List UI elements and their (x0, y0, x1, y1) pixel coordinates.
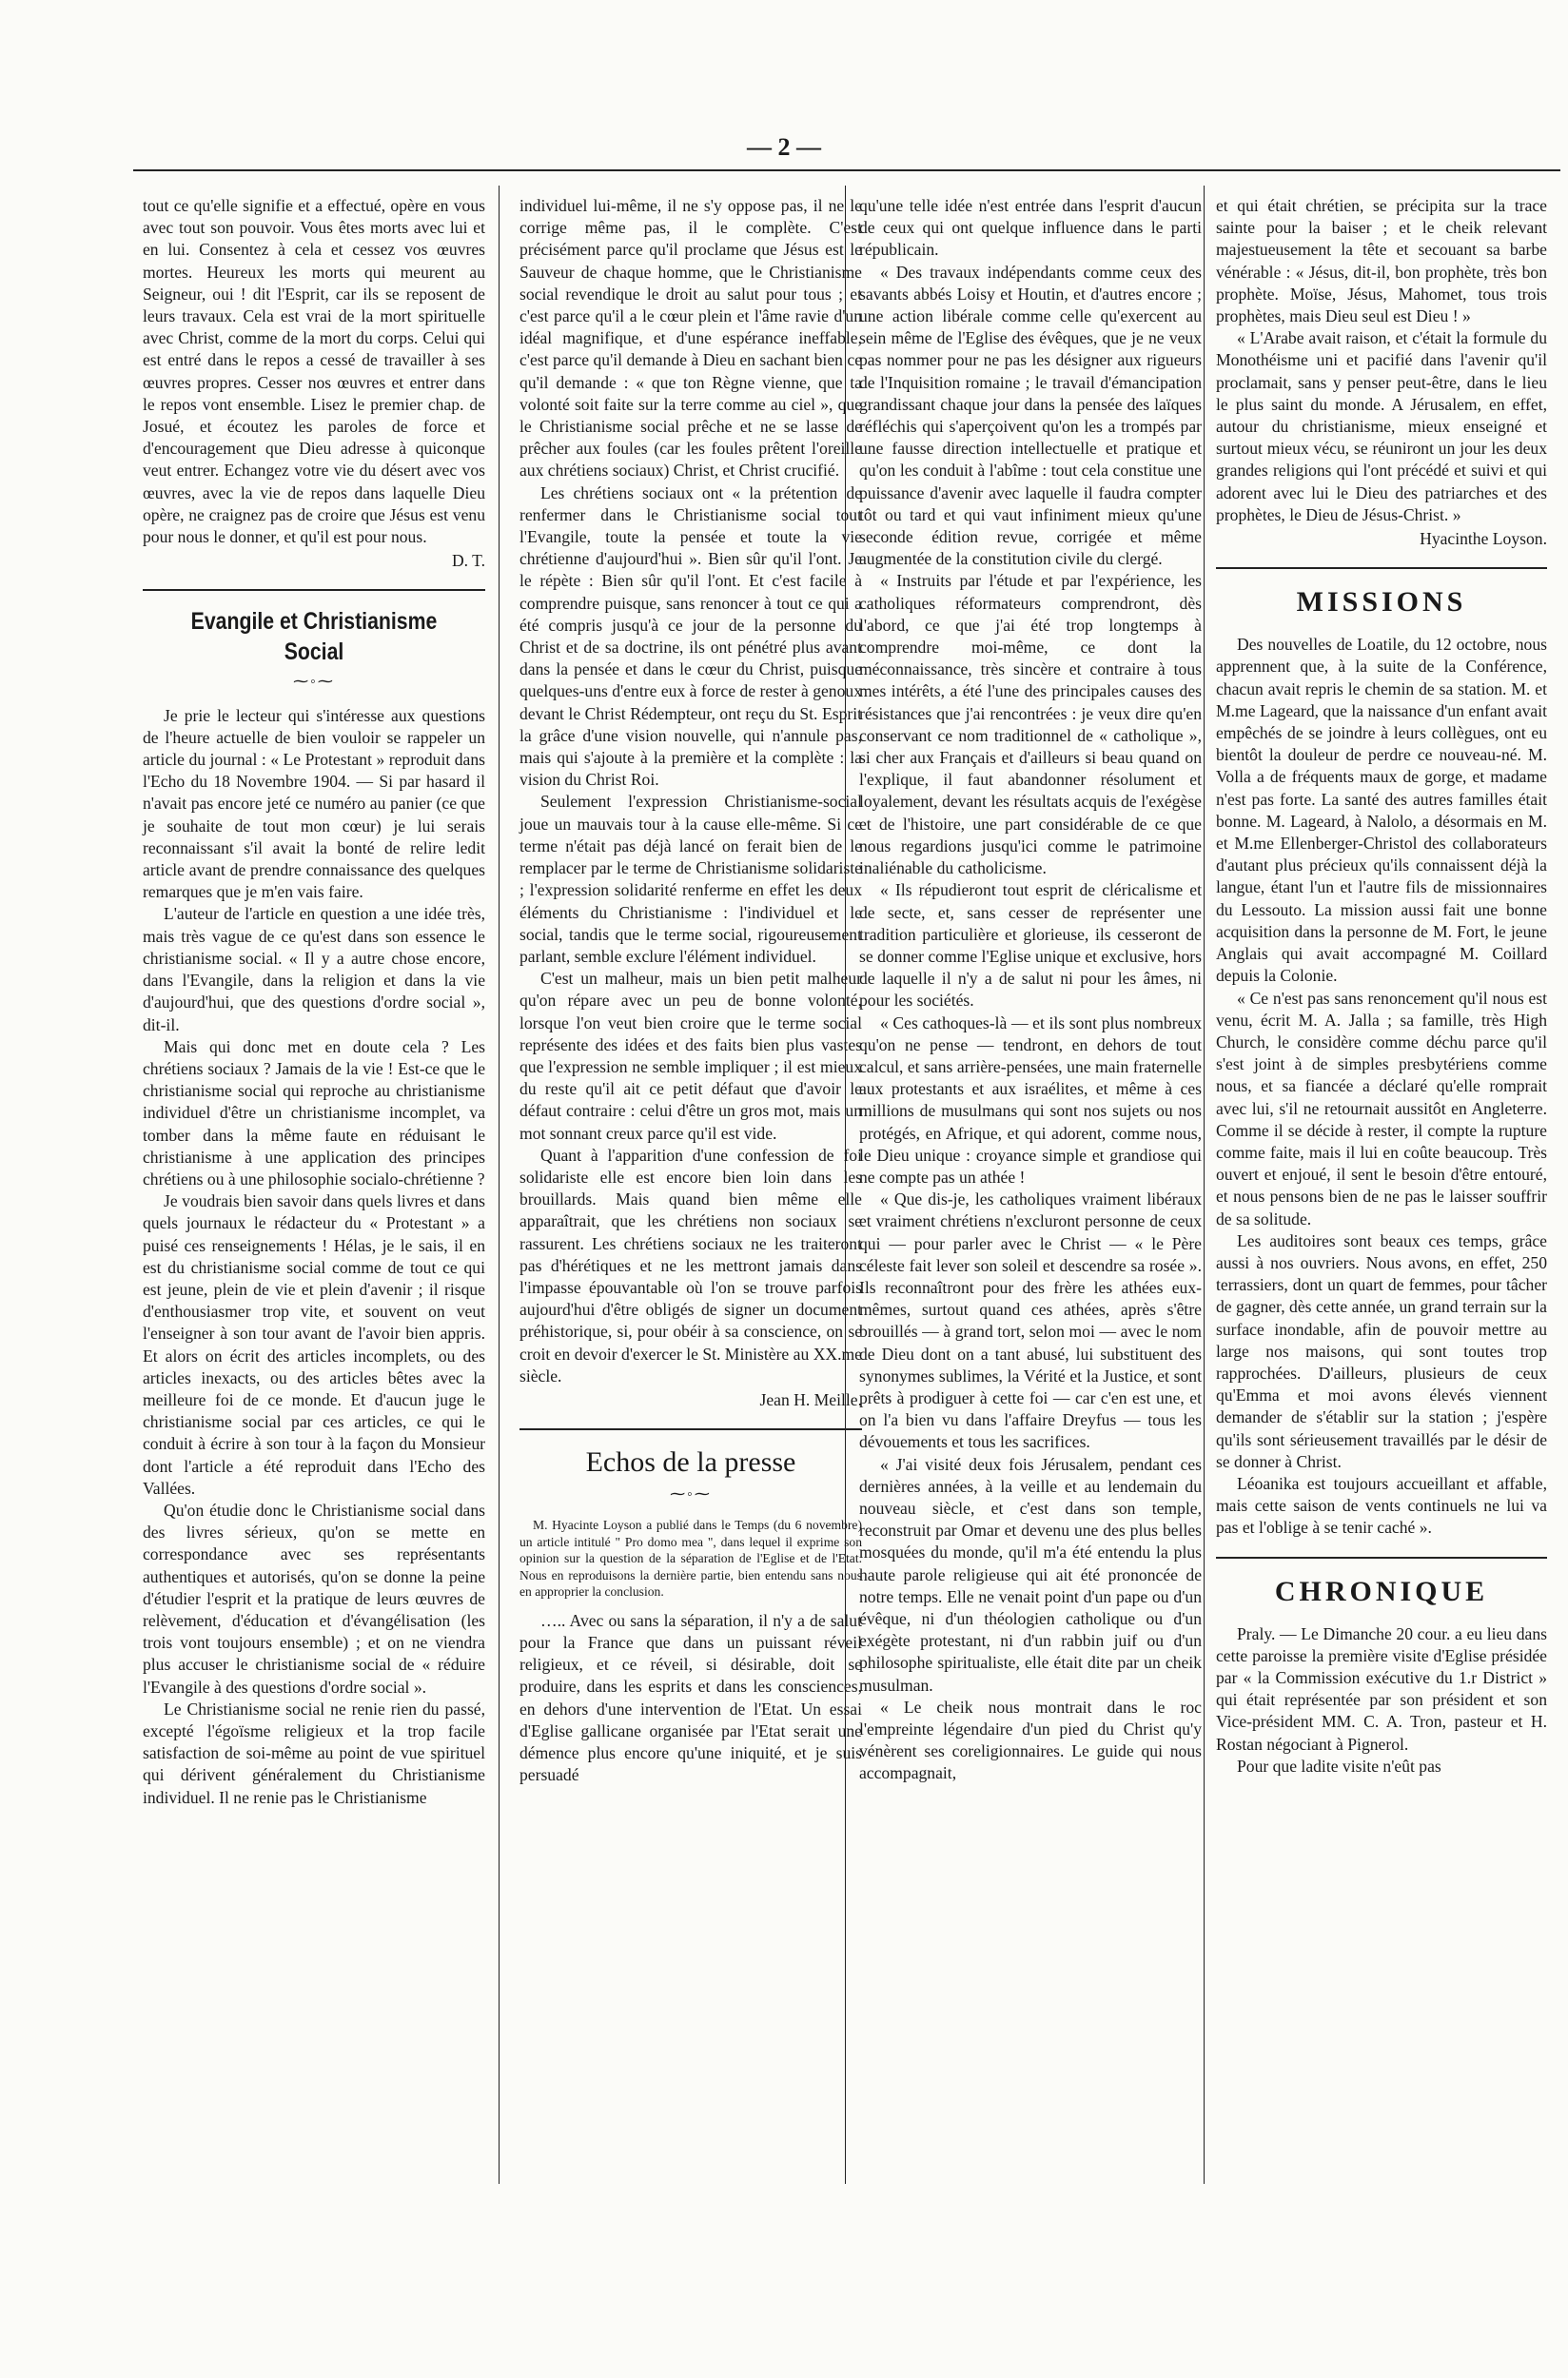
paragraph: qu'une telle idée n'est entrée dans l'esprit d'aucun de ceux qui ont quelque influence dans le parti républicain. (859, 196, 1202, 260)
paragraph: « J'ai visité deux fois Jérusalem, pendant ces dernières années, à la veille et au lendemain du nouveau siècle, et c'est dans son temple, reconstruit par Omar et devenu une des plus belles mosquées du monde, qu'il m'a été entendu la plus haute parole religieuse qui ait été prononcée de notre temps. Elle ne venait point d'un pape ou d'un évêque, ni d'un théologien catholique ou d'un exégète protestant, ni d'un rabbin juif ou d'un philosophe spiritualiste, elle était dite par un cheik musulman. (859, 1454, 1202, 1695)
paragraph: Les chrétiens sociaux ont « la prétention de renfermer dans le Christianisme social tout l'Evangile, toute la pensée et toute la vie chrétienne d'aujourd'hui ». Bien sûr qu'il l'ont. Je le répète : Bien sûr qu'il l'ont. Et c'est facile à comprendre puisque, sans renoncer à tout ce qui a été compris jusqu'à ce jour de la personne du Christ et de sa doctrine, ils ont pénétré plus avant dans la pensée et dans le cœur du Christ, puisque quelques-uns d'entre eux à force de rester à genoux devant le Christ Rédempteur, ont reçu du St. Esprit la grâce d'une vision nouvelle, qui n'annule pas, mais qui s'ajoute à la première et la complète : la vision du Christ Roi. (519, 482, 862, 790)
note-text: M. Hyacinte Loyson a publié dans le Temps (du 6 novembre) un article intitulé " Pro domo mea ", dans lequel il exprime son opinion sur la question de la séparation de l'Eglise et de l'Etat. Nous en reproduisons la dernière partie, bien entendu sans nous en approprier la conclusion. (519, 1518, 862, 1600)
paragraph: « Ces cathoques-là — et ils sont plus nombreux qu'on ne pense — tendront, en dehors de tout calcul, et sans arrière-pensées, une main fraternelle aux protestants et aux israélites, et même à ces millions de musulmans qui sont nos sujets ou nos protégés, en Afrique, et qui adorent, comme nous, le Dieu unique : croyance simple et grandiose qui ne compte pas un athée ! (859, 1012, 1202, 1187)
section-title: MISSIONS (1296, 586, 1467, 619)
paragraph: Pour que ladite visite n'eût pas (1237, 1756, 1441, 1776)
section-rule (1216, 1557, 1547, 1559)
paragraph: Qu'on étudie donc le Christianisme social dans des livres sérieux, qu'on se mette en correspondance avec ses représentants authentiques et autorisés, qu'on se donne la peine d'étudier l'esprit et la pratique de leurs œuvres de relèvement, d'éducation et d'évangélisation (les trois vont toujours ensemble) ; et on ne viendra plus accuser le christianisme social de « réduire l'Evangile à des questions d'ordre social ». (143, 1500, 485, 1697)
paragraph: Des nouvelles de Loatile, du 12 octobre, nous apprennent que, à la suite de la Conférence, chacun avait repris le chemin de sa station. M. et M.me Lageard, que la naissance d'un enfant avait empêchés de se joindre à leurs collègues, ont eu bientôt la douleur de perdre ce nouveau-né. M. Volla a de fréquents maux de gorge, et madame n'est pas forte. La santé des autres familles était bonne. M. Lageard, à Nalolo, a désormais en M. et M.me Ellenberger-Christol des collaborateurs d'autant plus précieux qu'ils connaissent déjà la langue, étant l'un et l'autre fils de missionnaires du Lessouto. La mission aussi fait une bonne acquisition dans la personne de M. Fort, le jeune Anglais qui avait accompagné M. Coillard depuis la Colonie. (1216, 635, 1547, 986)
editorial-note (519, 1517, 862, 1601)
header-rule (133, 169, 1560, 171)
paragraph: ….. Avec ou sans la séparation, il n'y a de salut pour la France que dans un puissant réveil religieux, et ce réveil, si désirable, doit se produire, dans les esprits et dans les consciences, en dehors d'une intervention de l'Etat. Un essai d'Eglise gallicane organisée par l'Etat serait une démence plus encore qu'une iniquité, et je suis persuadé (519, 1610, 862, 1785)
paragraph: Le Christianisme social ne renie rien du passé, excepté l'égoïsme religieux et la trop facile satisfaction de soi-même au point de vue spirituel qui dérivent généralement du Christianisme individuel. Il ne renie pas le Christianisme (143, 1699, 485, 1807)
column-1 (143, 195, 485, 1809)
column-2 (519, 195, 862, 1787)
signature: D. T. (451, 551, 485, 571)
column-4 (1216, 195, 1547, 1778)
paragraph: « L'Arabe avait raison, et c'était la formule du Monothéisme uni et pacifié dans l'avenir qu'il proclamait, sans y penser peut-être, dans le lieu le plus saint du monde. A Jérusalem, en effet, autour du christianisme, mieux enseigné et surtout mieux vécu, se réuniront un jour les deux grandes religions qui l'ont précédé et suivi et qui adorent avec lui le Dieu des patriarches et des prophètes, le Dieu de Jésus-Christ. » (1216, 328, 1547, 524)
paragraph: Léoanika est toujours accueillant et affable, mais cette saison de vents continuels ne lui va pas et l'oblige à se tenir caché ». (1216, 1473, 1547, 1538)
paragraph: « Ce n'est pas sans renoncement qu'il nous est venu, écrit M. A. Jalla ; sa famille, très High Church, le considère comme déchu parce qu'il s'est joint à de simples presbytériens comme nous, et sa fiancée a déclaré qu'elle romprait avec lui, s'il ne retournait aussitôt en Angleterre. Comme il se décide à rester, il compte la rupture comme faite, mais il lui en coûte beaucoup. Très ouvert et enjoué, il sent le besoin d'être entouré, et nous pensons bien de ne pas le laisser souffrir de sa solitude. (1216, 988, 1547, 1228)
paragraph: Je voudrais bien savoir dans quels livres et dans quels journaux le rédacteur du « Protestant » a puisé ces renseignements ! Hélas, je le sais, il en est du christianisme social comme de tout ce qui est jeune, plein de vie et plein d'avenir ; il risque d'enthousiasmer trop vite, et souvent on veut l'enseigner à son tour avant de l'avoir bien appris. Et alors on écrit des articles incomplets, ou des articles inexacts, ou des articles bêtes avec la meilleure foi de ce monde. Et d'aucun juge le christianisme social par ces articles, ce qui le conduit à écrire à son tour à la façon du Monsieur dont l'article a été reproduit dans l'Echo des Vallées. (143, 1191, 485, 1498)
section-title: CHRONIQUE (1274, 1575, 1489, 1607)
paragraph: « Le cheik nous montrait dans le roc l'empreinte légendaire d'un pied du Christ qu'y vénèrent ses coreligionnaires. Le guide qui nous accompagnait, (859, 1697, 1202, 1783)
column-rule (499, 186, 500, 2184)
paragraph: « Que dis-je, les catholiques vraiment libéraux et vraiment chrétiens n'excluront personne de ceux qui — pour parler avec le Christ — « le Père céleste fait lever son soleil et descendre sa rosée ». Ils reconnaîtront pour des frère les athées eux-mêmes, surtout quand ces athées, après s'être brouillés — à grand tort, selon moi — avec le nom de Dieu dont on a tant abusé, lui substituent des synonymes sublimes, la Vérité et la Justice, et sont prêts à prodiguer à cette foi — car c'en est une, et on l'a bien vu dans l'affaire Dreyfus — tous les dévouements et tous les sacrifices. (859, 1189, 1202, 1452)
paragraph: Les auditoires sont beaux ces temps, grâce aussi à nos ouvriers. Nous avons, en effet, 250 terrassiers, dont un quart de femmes, pour tâcher de gagner, dès cette année, un grand terrain sur la surface inondable, afin de pouvoir mettre au large nos maisons, qui sont toutes trop rapprochées. D'ailleurs, plusieurs de ceux qu'Emma et moi avons élevés viennent demander de s'établir sur la station ; j'espère qu'ils sont sérieusement travaillés par le désir de se donner à Christ. (1216, 1230, 1547, 1471)
article-title: Evangile et Christianisme Social (190, 608, 438, 666)
signature: Jean H. Meille. (759, 1389, 862, 1409)
page-number: — 2 — (747, 133, 821, 161)
paragraph: C'est un malheur, mais un bien petit malheur qu'on répare avec un peu de bonne volonté, lorsque l'on veut bien croire que le terme social représente des idées et des faits bien plus vastes que l'expression ne semble impliquer ; il est mieux du reste qu'il ait ce petit défaut que d'avoir le défaut contraire : celui d'être un gros mot, mais un mot sonnant creux parce qu'il est vide. (519, 969, 862, 1143)
section-rule (143, 589, 485, 591)
paragraph: Seulement l'expression Christianisme-social joue un mauvais tour à la cause elle-même. Si ce terme n'était pas déjà lancé on ferait bien de le remplacer par le terme de Christianisme solidariste ; l'expression solidarité renferme en effet les deux éléments du Christianisme : l'individuel et le social, tandis que le terme social, rigoureusement parlant, semble exclure l'élément individuel. (519, 792, 862, 966)
section-title: Echos de la presse (585, 1446, 796, 1479)
paragraph: individuel lui-même, il ne s'y oppose pas, il ne le corrige même pas, il le complète. C'est précisément parce qu'il proclame que Jésus est le Sauveur de chaque homme, que le Christianisme social revendique le droit au salut pour tous ; et c'est parce qu'il a le cœur plein et l'âme ravie d'un idéal magnifique, et d'une espérance ineffable, c'est parce qu'il demande à Dieu en sachant bien ce qu'il demande : « que ton Règne vienne, que ta volonté soit faite sur la terre comme au ciel », que le Christianisme social prêche et ne se lasse de prêcher aux foules (car les foules prêtent l'oreille aux chrétiens sociaux) Christ, et Christ crucifié. (519, 196, 862, 481)
continued-paragraph: tout ce qu'elle signifie et a effectué, opère en vous avec tout son pouvoir. Vous êtes morts avec lui et en lui. Consentez à cela et cessez vos œuvres mortes. Heureux les morts qui meurent au Seigneur, oui ! dit l'Esprit, car ils se reposent de leurs travaux. Cela est vrai de la mort spirituelle avec Christ, comme de la mort du corps. Celui qui est entré dans le repos a cessé de travailler à ses œuvres propres. Cesser nos œuvres et entrer dans le repos vont ensemble. Lisez le premier chap. de Josué, et écoutez les paroles de force et d'encouragement que Dieu adresse à quiconque veut entrer. Echangez votre vie du désert avec vos œuvres, avec la vie de repos dans laquelle Dieu opère, ne craignez pas de croire que Jésus est venu pour nous le donner, et qu'il est pour nous. (143, 196, 485, 547)
signature: Hyacinthe Loyson. (1420, 529, 1547, 549)
paragraph: « Instruits par l'étude et par l'expérience, les catholiques réformateurs comprendront, dès l'abord, ce que j'ai été trop longtemps à comprendre moi-même, ce dont la méconnaissance, très sincère et contraire à tous mes intérêts, a été l'une des principales causes des résistances que j'ai rencontrées : je veux dire qu'en conservant ce nom traditionnel de « catholique », si cher aux Français et d'ailleurs si beau quand on l'explique, il faut abandonner résolument et loyalement, devant les résultats acquis de l'exégèse et de l'histoire, une part considérable de ce que nous regardions jusqu'ici comme le patrimoine inaliénable du catholicisme. (859, 571, 1202, 878)
column-rule (1204, 186, 1205, 2184)
section-rule (1216, 567, 1547, 569)
paragraph: Quant à l'apparition d'une confession de foi solidariste elle est encore bien loin dans les brouillards. Mais quand bien même elle apparaîtrait, que les chrétiens non sociaux se rassurent. Les chrétiens sociaux ne les traiteront pas d'hérétiques et ne les mettront jamais dans l'impasse épouvantable où l'on se trouve parfois aujourd'hui d'être obligés de signer un document préhistorique, si, pour obéir à sa conscience, on se croit en devoir d'exercer le St. Ministère au XX.me siècle. (519, 1145, 862, 1386)
section-rule (519, 1428, 862, 1430)
ornament: ⁓◦⁓ (670, 1486, 712, 1503)
paragraph: « Ils répudieront tout esprit de cléricalisme et de secte, et, sans cesser de représenter une tradition particulière et glorieuse, ils cesseront de se donner comme l'Eglise unique et exclusive, hors de laquelle il n'y a de salut ni pour les âmes, ni pour les sociétés. (859, 880, 1202, 1011)
paragraph: Praly. — Le Dimanche 20 cour. a eu lieu dans cette paroisse la première visite d'Eglise présidée par « la Commission exécutive du 1.r District » qui était représentée par son président et son Vice-président MM. C. A. Tron, pasteur et H. Rostan négociant à Pignerol. (1216, 1623, 1547, 1754)
ornament: ⁓◦⁓ (293, 674, 335, 691)
paragraph: Je prie le lecteur qui s'intéresse aux questions de l'heure actuelle de bien vouloir se rappeler un article du journal : « Le Protestant » reproduit dans l'Echo du 18 Novembre 1904. — Si par hasard il n'avait pas encore jeté ce numéro au panier (ce que je souhaite de tout mon cœur) je lui serais reconnaissant s'il avait la bonté de relire ledit article avant de prendre connaissance des quelques remarques que je m'en vais faire. (143, 705, 485, 902)
paragraph: Mais qui donc met en doute cela ? Les chrétiens sociaux ? Jamais de la vie ! Est-ce que le christianisme social qui reproche au christianisme individuel d'être un christianisme incomplet, va tomber dans la même faute en réduisant le christianisme à une application des principes chrétiens ou à une philosophie socialo-chrétienne ? (143, 1036, 485, 1189)
paragraph: « Des travaux indépendants comme ceux des savants abbés Loisy et Houtin, et d'autres encore ; une action libérale comme celle qu'exercent au sein même de l'Eglise des évêques, que je ne veux pas nommer pour ne pas les désigner aux rigueurs de l'Inquisition romaine ; le travail d'émancipation grandissant chaque jour dans la pensée des laïques réfléchis qui s'aperçoivent qu'on les a trompés par une fausse direction intellectuelle et pratique et qu'on les conduit à l'abîme : tout cela constitue une puissance d'avenir avec laquelle il faudra compter tôt ou tard et qui vaut infiniment mieux qu'une seconde édition revue, corrigée et même augmentée de la constitution civile du clergé. (859, 262, 1202, 569)
paragraph: et qui était chrétien, se précipita sur la trace sainte pour la baiser ; et le cheik relevant majestueusement la tête et secouant sa barbe vénérable : « Jésus, dit-il, bon prophète, très bon prophète. Moïse, Jésus, Mahomet, tous trois prophètes, mais Dieu seul est Dieu ! » (1216, 196, 1547, 326)
column-3 (859, 195, 1202, 1785)
paragraph: L'auteur de l'article en question a une idée très, mais très vague de ce qu'est dans son essence le christianisme social. « Il y a autre chose encore, dans l'Evangile, dans la religion et dans la vie d'aujourd'hui, que des questions d'ordre social », dit-il. (143, 904, 485, 1034)
